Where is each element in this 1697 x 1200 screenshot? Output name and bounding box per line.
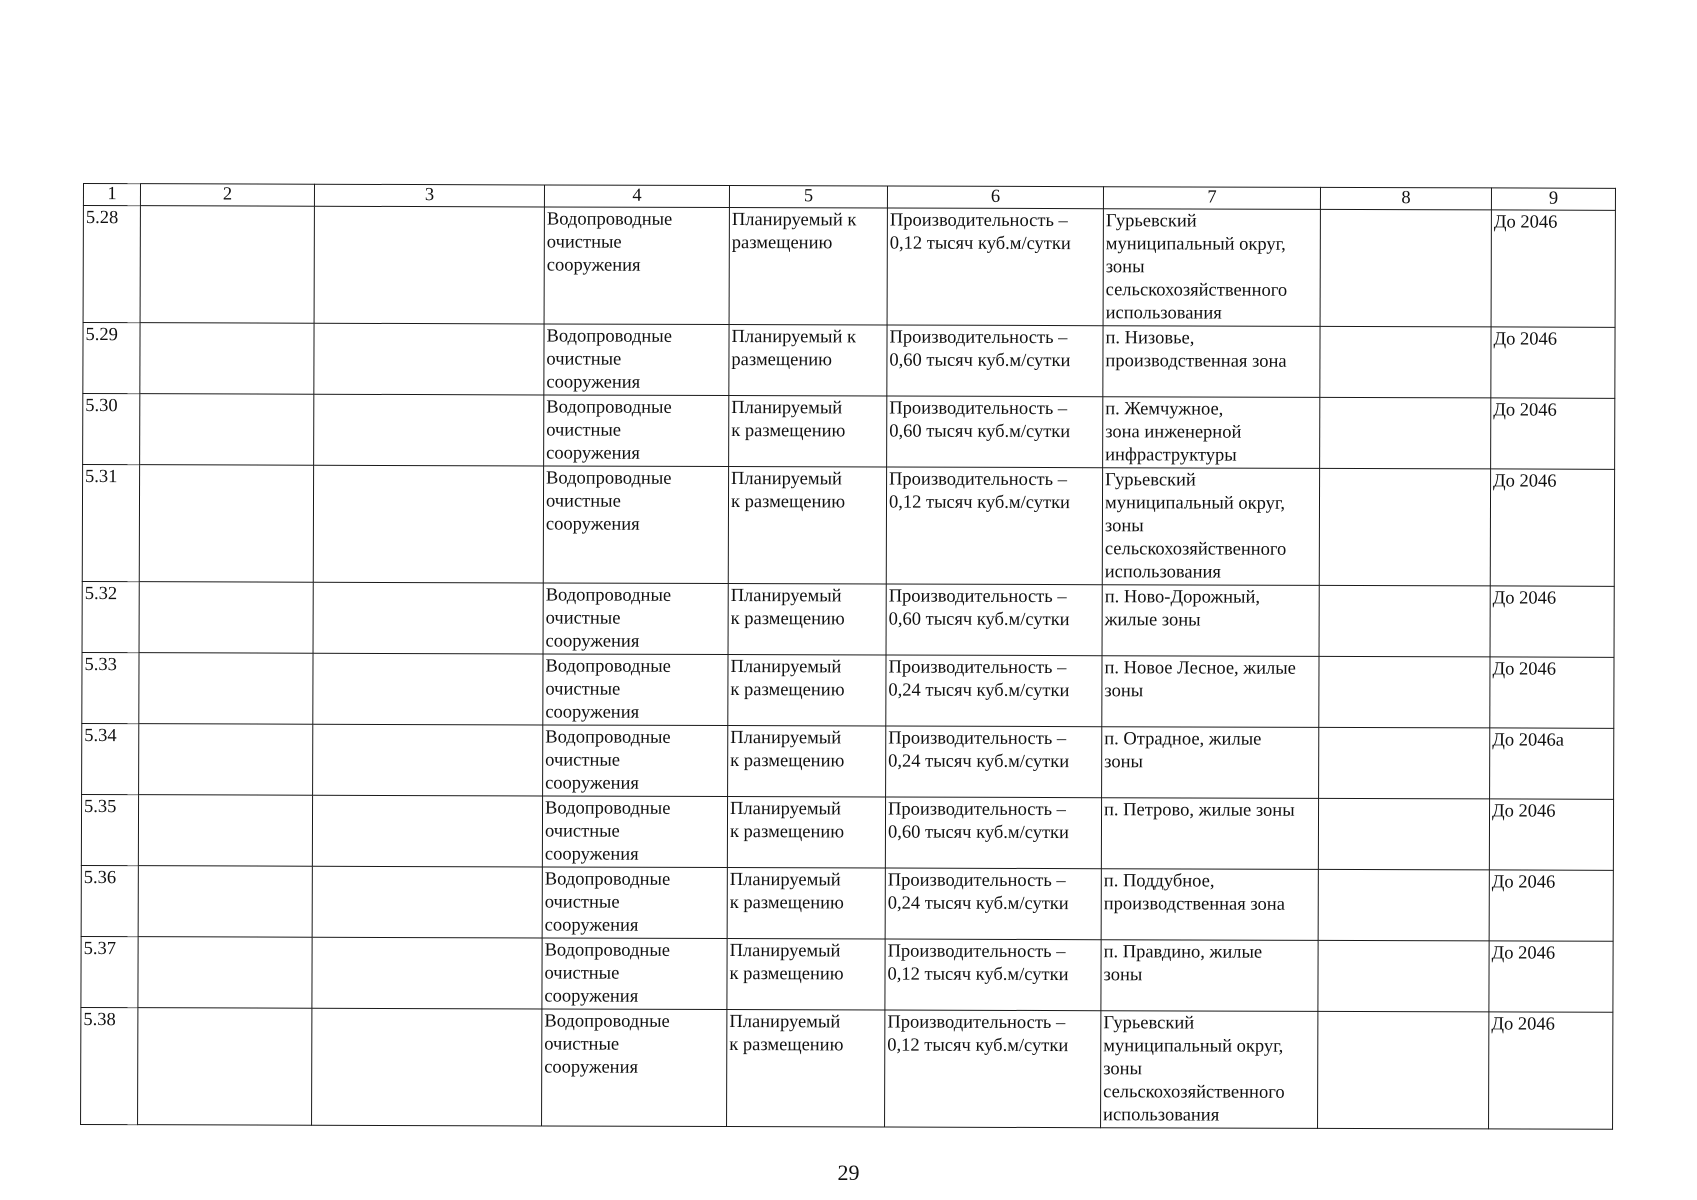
col8-cell bbox=[1318, 869, 1489, 941]
capacity-cell-line: 0,60 тысяч куб.м/сутки bbox=[888, 609, 1070, 631]
status-cell bbox=[728, 655, 886, 726]
deadline-cell: До 2046 bbox=[1490, 469, 1614, 586]
col8-cell bbox=[1319, 468, 1490, 586]
location-cell bbox=[1103, 397, 1320, 469]
col2-cell bbox=[139, 724, 313, 796]
col2-cell bbox=[140, 206, 314, 324]
location-cell-line: зоны bbox=[1103, 965, 1143, 986]
object-name-cell-line: очистные bbox=[546, 420, 622, 441]
table-row bbox=[81, 865, 1613, 941]
object-name-cell-line: очистные bbox=[544, 892, 620, 913]
table-row bbox=[83, 323, 1615, 399]
object-name-cell-line: очистные bbox=[544, 1034, 620, 1055]
row-number-cell: 5.32 bbox=[82, 581, 139, 652]
object-name-cell-line: Водопроводные bbox=[544, 940, 671, 961]
col8-cell bbox=[1318, 1011, 1489, 1129]
status-cell-line: к размещению bbox=[730, 492, 846, 513]
capacity-cell bbox=[885, 868, 1101, 940]
object-name-cell-line: сооружения bbox=[544, 915, 639, 936]
col8-cell bbox=[1319, 585, 1490, 657]
location-cell-line: сельскохозяйственного bbox=[1104, 539, 1287, 560]
location-cell-line: зоны bbox=[1104, 681, 1144, 702]
location-cell-line: инфраструктуры bbox=[1105, 445, 1237, 466]
capacity-cell bbox=[885, 939, 1101, 1011]
status-cell bbox=[727, 1010, 885, 1127]
location-cell-line: зоны bbox=[1104, 516, 1144, 537]
status-cell-line: Планируемый bbox=[729, 870, 841, 891]
status-cell-line: к размещению bbox=[729, 964, 844, 985]
capacity-cell bbox=[885, 797, 1101, 869]
capacity-cell bbox=[887, 396, 1103, 468]
table-body bbox=[81, 206, 1616, 1130]
capacity-cell-line: Производительность – bbox=[887, 1012, 1066, 1034]
table-row bbox=[81, 794, 1613, 870]
table-row bbox=[82, 652, 1614, 728]
object-name-cell bbox=[543, 654, 728, 726]
capacity-cell-line: Производительность – bbox=[887, 870, 1066, 892]
object-name-cell-line: сооружения bbox=[545, 631, 640, 652]
row-number-cell: 5.31 bbox=[82, 465, 139, 582]
object-name-cell-line: сооружения bbox=[546, 372, 641, 393]
status-cell-line: Планируемый bbox=[731, 469, 842, 490]
status-cell-line: Планируемый bbox=[729, 1012, 841, 1033]
status-cell bbox=[729, 396, 887, 467]
status-cell-line: к размещению bbox=[730, 751, 845, 772]
object-name-cell-line: очистные bbox=[546, 349, 622, 370]
object-name-cell bbox=[544, 324, 729, 396]
location-cell-line: п. Поддубное, bbox=[1103, 871, 1215, 892]
object-name-cell-line: Водопроводные bbox=[545, 656, 671, 677]
location-cell-line: использования bbox=[1104, 562, 1221, 583]
status-cell-line: размещению bbox=[731, 233, 833, 254]
table-row bbox=[82, 581, 1614, 657]
deadline-cell: До 2046 bbox=[1489, 870, 1613, 941]
status-cell-line: размещению bbox=[731, 350, 832, 371]
location-cell-line: Гурьевский bbox=[1103, 1013, 1195, 1034]
capacity-cell-line: Производительность – bbox=[888, 799, 1066, 821]
location-cell-line: п. Ново-Дорожный, bbox=[1104, 587, 1261, 608]
capacity-cell-line: 0,60 тысяч куб.м/сутки bbox=[887, 822, 1069, 844]
status-cell bbox=[729, 208, 887, 325]
table-row bbox=[83, 394, 1615, 470]
location-cell bbox=[1102, 656, 1319, 728]
deadline-cell: До 2046 bbox=[1491, 398, 1615, 469]
header-cell: 8 bbox=[1320, 187, 1491, 210]
deadline-cell: До 2046 bbox=[1491, 210, 1615, 327]
col8-cell bbox=[1320, 397, 1491, 469]
capacity-cell bbox=[887, 208, 1103, 326]
location-cell-line: муниципальный округ, bbox=[1103, 1036, 1284, 1057]
capacity-cell-line: Производительность – bbox=[889, 327, 1068, 349]
capacity-cell-line: 0,12 тысяч куб.м/сутки bbox=[887, 1035, 1069, 1057]
object-name-cell-line: очистные bbox=[545, 491, 621, 512]
location-cell-line: жилые зоны bbox=[1104, 610, 1201, 631]
status-cell-line: Планируемый bbox=[730, 728, 842, 749]
col8-cell bbox=[1320, 209, 1491, 327]
col3-cell bbox=[314, 323, 544, 395]
capacity-cell bbox=[886, 655, 1102, 727]
col3-cell bbox=[314, 206, 544, 324]
object-name-cell-line: Водопроводные bbox=[545, 798, 671, 819]
capacity-cell-line: Производительность – bbox=[888, 728, 1067, 750]
object-name-cell-line: Водопроводные bbox=[545, 585, 672, 606]
object-name-cell-line: Водопроводные bbox=[544, 1011, 670, 1032]
location-cell-line: п. Новое Лесное, жилые bbox=[1104, 658, 1296, 679]
header-cell: 3 bbox=[314, 184, 544, 207]
location-cell-line: п. Правдино, жилые bbox=[1103, 942, 1263, 963]
row-number-cell: 5.29 bbox=[83, 323, 140, 394]
object-name-cell bbox=[542, 1009, 727, 1127]
capacity-cell-line: Производительность – bbox=[887, 941, 1066, 963]
location-cell-line: Гурьевский bbox=[1105, 470, 1196, 491]
deadline-cell: До 2046 bbox=[1490, 657, 1614, 728]
status-cell bbox=[727, 939, 885, 1010]
status-cell-line: Планируемый bbox=[730, 657, 842, 678]
col8-cell bbox=[1320, 326, 1491, 398]
object-name-cell-line: сооружения bbox=[545, 773, 639, 794]
status-cell-line: к размещению bbox=[731, 421, 846, 442]
location-cell-line: п. Петрово, жилые зоны bbox=[1104, 800, 1295, 821]
object-name-cell bbox=[542, 938, 727, 1010]
location-cell bbox=[1102, 585, 1319, 657]
capacity-cell bbox=[887, 325, 1103, 397]
status-cell-line: Планируемый к bbox=[731, 210, 857, 231]
capacity-cell-line: 0,24 тысяч куб.м/сутки bbox=[887, 893, 1069, 915]
row-number-cell: 5.37 bbox=[81, 936, 138, 1007]
col3-cell bbox=[314, 394, 544, 466]
location-cell-line: зоны bbox=[1103, 1059, 1143, 1080]
header-cell: 9 bbox=[1491, 188, 1615, 210]
table-row bbox=[82, 723, 1614, 799]
capacity-cell-line: 0,24 тысяч куб.м/сутки bbox=[888, 751, 1070, 773]
status-cell bbox=[728, 726, 886, 797]
object-name-cell bbox=[544, 207, 729, 325]
col8-cell bbox=[1319, 656, 1490, 728]
capacity-cell-line: 0,60 тысяч куб.м/сутки bbox=[889, 421, 1071, 443]
status-cell-line: к размещению bbox=[730, 609, 845, 630]
deadline-cell: До 2046 bbox=[1489, 799, 1613, 870]
deadline-cell: До 2046 bbox=[1489, 941, 1613, 1012]
row-number-cell: 5.28 bbox=[83, 206, 140, 323]
col3-cell bbox=[313, 653, 543, 725]
object-name-cell bbox=[543, 466, 728, 584]
location-cell-line: Гурьевский bbox=[1105, 211, 1197, 232]
capacity-cell-line: Производительность – bbox=[889, 210, 1068, 232]
col3-cell bbox=[313, 724, 543, 796]
location-cell bbox=[1101, 869, 1318, 941]
capacity-cell-line: 0,12 тысяч куб.м/сутки bbox=[887, 964, 1069, 986]
object-name-cell-line: Водопроводные bbox=[546, 397, 672, 418]
location-cell-line: п. Жемчужное, bbox=[1105, 399, 1224, 420]
object-name-cell bbox=[542, 796, 727, 868]
object-name-cell-line: очистные bbox=[545, 679, 621, 700]
col3-cell bbox=[312, 937, 542, 1009]
deadline-cell: До 2046 bbox=[1491, 327, 1615, 398]
object-name-cell-line: очистные bbox=[544, 821, 620, 842]
col3-cell bbox=[313, 582, 543, 654]
col2-cell bbox=[139, 465, 313, 583]
location-cell bbox=[1101, 1011, 1318, 1129]
location-cell-line: сельскохозяйственного bbox=[1105, 280, 1288, 301]
capacity-cell bbox=[886, 726, 1102, 798]
object-name-cell-line: Водопроводные bbox=[545, 727, 671, 748]
capacity-cell bbox=[886, 584, 1102, 656]
col2-cell bbox=[140, 394, 314, 466]
capacity-cell-line: Производительность – bbox=[888, 657, 1067, 679]
col2-cell bbox=[138, 937, 312, 1009]
status-cell-line: Планируемый к bbox=[731, 327, 857, 348]
object-name-cell-line: сооружения bbox=[545, 514, 640, 535]
location-cell-line: производственная зона bbox=[1103, 894, 1285, 915]
location-cell-line: п. Низовье, bbox=[1105, 328, 1195, 349]
status-cell-line: к размещению bbox=[729, 893, 844, 914]
row-number-cell: 5.30 bbox=[83, 394, 140, 465]
header-cell: 4 bbox=[544, 185, 729, 208]
col3-cell bbox=[312, 1008, 542, 1126]
object-name-cell-line: Водопроводные bbox=[546, 209, 673, 230]
location-cell-line: п. Отрадное, жилые bbox=[1104, 729, 1262, 750]
object-name-cell-line: очистные bbox=[545, 608, 621, 629]
row-number-cell: 5.34 bbox=[82, 723, 139, 794]
status-cell bbox=[728, 467, 886, 584]
col8-cell bbox=[1318, 940, 1489, 1012]
capacity-cell-line: 0,24 тысяч куб.м/сутки bbox=[888, 680, 1070, 702]
row-number-cell: 5.38 bbox=[81, 1007, 138, 1124]
location-cell-line: зоны bbox=[1105, 257, 1145, 278]
status-cell bbox=[729, 325, 887, 396]
status-cell bbox=[727, 868, 885, 939]
deadline-cell: До 2046 bbox=[1490, 586, 1614, 657]
location-cell bbox=[1101, 940, 1318, 1012]
status-cell bbox=[728, 584, 886, 655]
header-cell: 5 bbox=[729, 186, 887, 208]
object-name-cell bbox=[544, 395, 729, 467]
object-name-cell-line: сооружения bbox=[546, 443, 640, 464]
object-name-cell bbox=[543, 725, 728, 797]
location-cell-line: зоны bbox=[1104, 752, 1143, 773]
capacity-cell bbox=[886, 467, 1102, 585]
location-cell-line: муниципальный округ, bbox=[1105, 234, 1286, 255]
status-cell-line: Планируемый bbox=[730, 586, 842, 607]
location-cell-line: зона инженерной bbox=[1105, 422, 1242, 443]
deadline-cell: До 2046а bbox=[1490, 728, 1614, 799]
col2-cell bbox=[138, 795, 312, 867]
col2-cell bbox=[138, 1008, 312, 1126]
object-name-cell-line: Водопроводные bbox=[544, 869, 671, 890]
object-name-cell-line: сооружения bbox=[544, 1057, 639, 1078]
capacity-cell-line: 0,12 тысяч куб.м/сутки bbox=[889, 233, 1071, 255]
status-cell-line: Планируемый bbox=[730, 799, 841, 820]
status-cell-line: к размещению bbox=[729, 1035, 844, 1056]
object-name-cell-line: Водопроводные bbox=[546, 326, 672, 347]
table-row bbox=[81, 936, 1613, 1012]
row-number-cell: 5.35 bbox=[81, 794, 138, 865]
capacity-cell-line: Производительность – bbox=[889, 398, 1068, 420]
header-cell: 2 bbox=[140, 184, 314, 207]
objects-table bbox=[80, 183, 1616, 1130]
location-cell bbox=[1103, 326, 1320, 398]
object-name-cell-line: очистные bbox=[544, 963, 620, 984]
table-row bbox=[82, 465, 1614, 587]
table-row bbox=[83, 206, 1615, 328]
status-cell-line: к размещению bbox=[730, 680, 845, 701]
object-name-cell-line: сооружения bbox=[546, 255, 641, 276]
deadline-cell: До 2046 bbox=[1489, 1012, 1613, 1129]
capacity-cell-line: Производительность – bbox=[888, 586, 1067, 608]
location-cell bbox=[1101, 798, 1318, 870]
object-name-cell-line: сооружения bbox=[544, 986, 639, 1007]
col3-cell bbox=[312, 866, 542, 938]
object-name-cell bbox=[542, 867, 727, 939]
location-cell-line: использования bbox=[1105, 303, 1222, 324]
status-cell-line: Планируемый bbox=[731, 398, 843, 419]
object-name-cell-line: очистные bbox=[546, 232, 622, 253]
location-cell-line: сельскохозяйственного bbox=[1103, 1082, 1285, 1103]
status-cell bbox=[727, 797, 885, 868]
object-name-cell-line: сооружения bbox=[545, 702, 640, 723]
capacity-cell-line: 0,12 тысяч куб.м/сутки bbox=[888, 492, 1071, 514]
col8-cell bbox=[1319, 727, 1490, 799]
col2-cell bbox=[139, 582, 313, 654]
header-cell: 6 bbox=[887, 186, 1103, 209]
object-name-cell bbox=[543, 583, 728, 655]
row-number-cell: 5.36 bbox=[81, 865, 138, 936]
col2-cell bbox=[138, 866, 312, 938]
header-cell: 1 bbox=[83, 184, 140, 206]
capacity-cell-line: 0,60 тысяч куб.м/сутки bbox=[889, 350, 1071, 372]
header-cell: 7 bbox=[1103, 187, 1320, 210]
row-number-cell: 5.33 bbox=[82, 652, 139, 723]
location-cell bbox=[1102, 727, 1319, 799]
object-name-cell-line: сооружения bbox=[544, 844, 639, 865]
location-cell-line: производственная зона bbox=[1105, 351, 1287, 372]
col2-cell bbox=[140, 323, 314, 395]
table-row bbox=[81, 1007, 1613, 1129]
location-cell-line: использования bbox=[1103, 1105, 1220, 1126]
capacity-cell-line: Производительность – bbox=[889, 469, 1068, 491]
col2-cell bbox=[139, 653, 313, 725]
object-name-cell-line: Водопроводные bbox=[546, 468, 672, 489]
col8-cell bbox=[1318, 798, 1489, 870]
capacity-cell bbox=[885, 1010, 1101, 1128]
status-cell-line: к размещению bbox=[729, 822, 845, 843]
location-cell-line: муниципальный округ, bbox=[1104, 493, 1286, 514]
location-cell bbox=[1103, 209, 1320, 327]
col3-cell bbox=[313, 465, 543, 583]
location-cell bbox=[1102, 468, 1319, 586]
status-cell-line: Планируемый bbox=[729, 941, 841, 962]
page-number: 29 bbox=[837, 1160, 860, 1185]
object-name-cell-line: очистные bbox=[545, 750, 621, 771]
col3-cell bbox=[312, 795, 542, 867]
